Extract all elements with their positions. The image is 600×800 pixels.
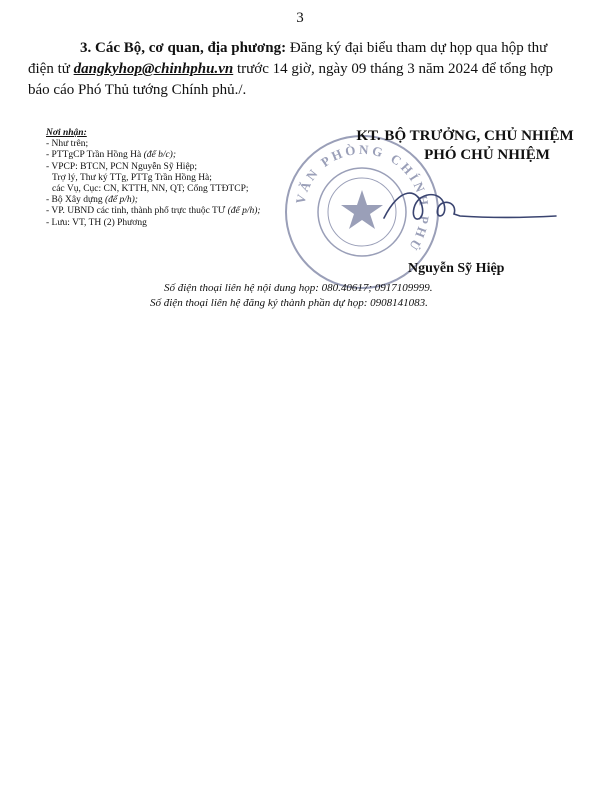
signature-title-line2: PHÓ CHỦ NHIỆM — [424, 147, 550, 163]
recipient-note: (để b/c); — [143, 150, 177, 161]
paragraph-text-2: trước 14 giờ, ngày 09 tháng 3 năm 2024 để tổng hợp báo cáo Phó Thủ tướng Chính phủ./. — [28, 61, 554, 98]
recipient-text: Trợ lý, Thư ký TTg, PTTg Trần Hồng Hà; — [52, 172, 212, 183]
content-phone-line: Số điện thoại liên hệ nội dung họp: 080.40617; 0917109999. — [164, 282, 433, 294]
paragraph-text-1: Đăng ký đại biểu tham dự họp qua hộp thư điện tử — [28, 40, 548, 77]
recipient-text: - VPCP: BTCN, PCN Nguyễn Sỹ Hiệp; — [46, 161, 198, 172]
handwritten-signature — [380, 178, 560, 238]
seal-text: VĂN PHÒNG CHÍNH PHỦ — [292, 141, 433, 256]
paragraph-heading: 3. Các Bộ, cơ quan, địa phương: — [80, 40, 287, 56]
signer-name: Nguyễn Sỹ Hiệp — [408, 261, 505, 276]
registration-paragraph — [28, 38, 576, 101]
recipient-note: (để p/h); — [227, 206, 261, 217]
recipient-text: - PTTgCP Trần Hồng Hà — [46, 150, 144, 161]
recipients-title: Nơi nhận: — [46, 128, 87, 138]
recipient-text: - Lưu: VT, TH (2) Phương — [46, 217, 147, 228]
contact-phones — [0, 281, 600, 311]
page-number: 3 — [296, 10, 304, 26]
signature-title-line1: KT. BỘ TRƯỞNG, CHỦ NHIỆM — [356, 128, 574, 144]
registration-email-link[interactable]: dangkyhop@chinhphu.vn — [73, 61, 234, 77]
recipient-text: - Bộ Xây dựng — [46, 195, 105, 206]
recipient-text: - VP. UBND các tỉnh, thành phố trực thuộc TƯ — [46, 206, 228, 217]
signature-block — [334, 127, 596, 165]
registration-phone-line: Số điện thoại liên hệ đăng ký thành phần dự họp: 0908141083. — [150, 297, 428, 309]
recipient-note: (để p/h); — [104, 195, 138, 206]
recipient-text: các Vụ, Cục: CN, KTTH, NN, QT; Cổng TTĐTCP; — [52, 184, 249, 195]
recipient-text: - Như trên; — [46, 139, 89, 150]
